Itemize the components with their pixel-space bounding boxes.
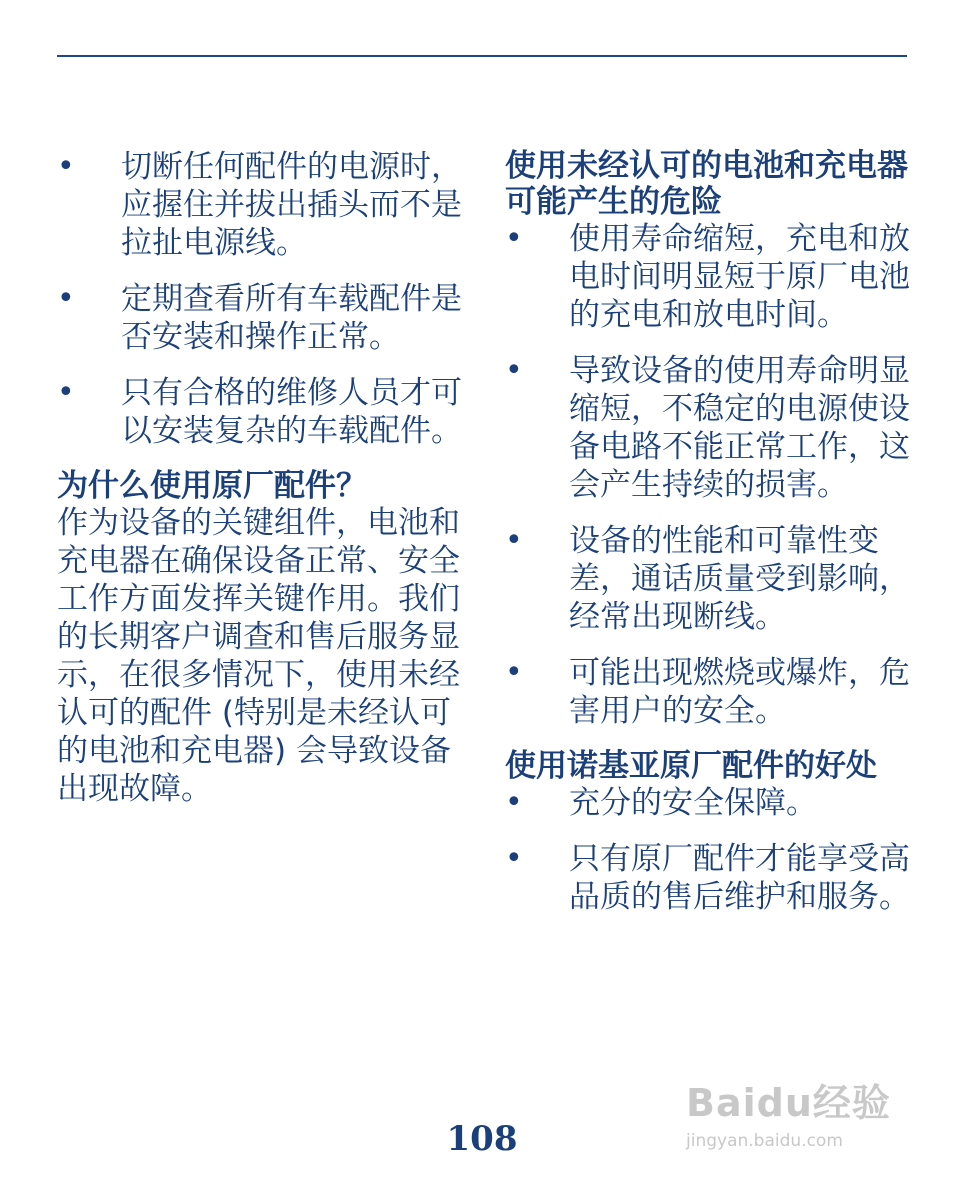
list-item xyxy=(505,220,925,334)
section-heading-why-original: 为什么使用原厂配件？ xyxy=(57,468,367,504)
list-item-text: 使用寿命缩短，充电和放电时间明显短于原厂电池的充电和放电时间。 xyxy=(569,221,910,333)
top-rule xyxy=(57,55,907,57)
bullet-icon: • xyxy=(505,221,523,256)
section-heading-benefits: 使用诺基亚原厂配件的好处 xyxy=(505,748,877,784)
list-item-text: 充分的安全保障。 xyxy=(569,785,817,821)
left-column xyxy=(57,148,467,808)
list-item xyxy=(57,148,467,262)
list-item xyxy=(505,840,925,916)
bullet-icon: • xyxy=(57,375,75,410)
list-item xyxy=(505,654,925,730)
bullet-icon: • xyxy=(505,353,523,388)
bullet-icon: • xyxy=(57,149,75,184)
list-item-text: 只有合格的维修人员才可以安装复杂的车载配件。 xyxy=(121,375,462,449)
watermark xyxy=(686,1072,916,1162)
bullet-icon: • xyxy=(505,785,523,820)
section-paragraph: 作为设备的关键组件，电池和充电器在确保设备正常、安全工作方面发挥关键作用。我们的长期客户调查和售后服务显示，在很多情况下，使用未经认可的配件 (特别是未经认可的电池和充电器) 会导致设备出现故障。 xyxy=(57,505,460,807)
risks-bullet-list xyxy=(505,220,925,730)
benefits-bullet-list xyxy=(505,784,925,916)
list-item-text: 只有原厂配件才能享受高品质的售后维护和服务。 xyxy=(569,841,910,915)
watermark-url: jingyan.baidu.com xyxy=(686,1131,843,1151)
list-item-text: 定期查看所有车载配件是否安装和操作正常。 xyxy=(121,281,462,355)
section-heading-risks: 使用未经认可的电池和充电器可能产生的危险 xyxy=(505,148,908,220)
bullet-icon: • xyxy=(57,281,75,316)
left-bullet-list xyxy=(57,148,467,450)
list-item-text: 设备的性能和可靠性变差，通话质量受到影响，经常出现断线。 xyxy=(569,523,910,635)
list-item-text: 导致设备的使用寿命明显缩短，不稳定的电源使设备电路不能正常工作，这会产生持续的损害。 xyxy=(569,353,910,503)
list-item xyxy=(505,784,925,822)
bullet-icon: • xyxy=(505,523,523,558)
watermark-logo: Baidu经验 xyxy=(686,1081,891,1125)
list-item xyxy=(505,522,925,636)
bullet-icon: • xyxy=(505,655,523,690)
page-number: 108 xyxy=(446,1119,518,1159)
list-item xyxy=(57,374,467,450)
bullet-icon: • xyxy=(505,841,523,876)
list-item-text: 可能出现燃烧或爆炸，危害用户的安全。 xyxy=(569,655,910,729)
right-column xyxy=(505,148,925,934)
list-item xyxy=(505,352,925,504)
list-item-text: 切断任何配件的电源时，应握住并拔出插头而不是拉扯电源线。 xyxy=(121,149,462,261)
list-item xyxy=(57,280,467,356)
